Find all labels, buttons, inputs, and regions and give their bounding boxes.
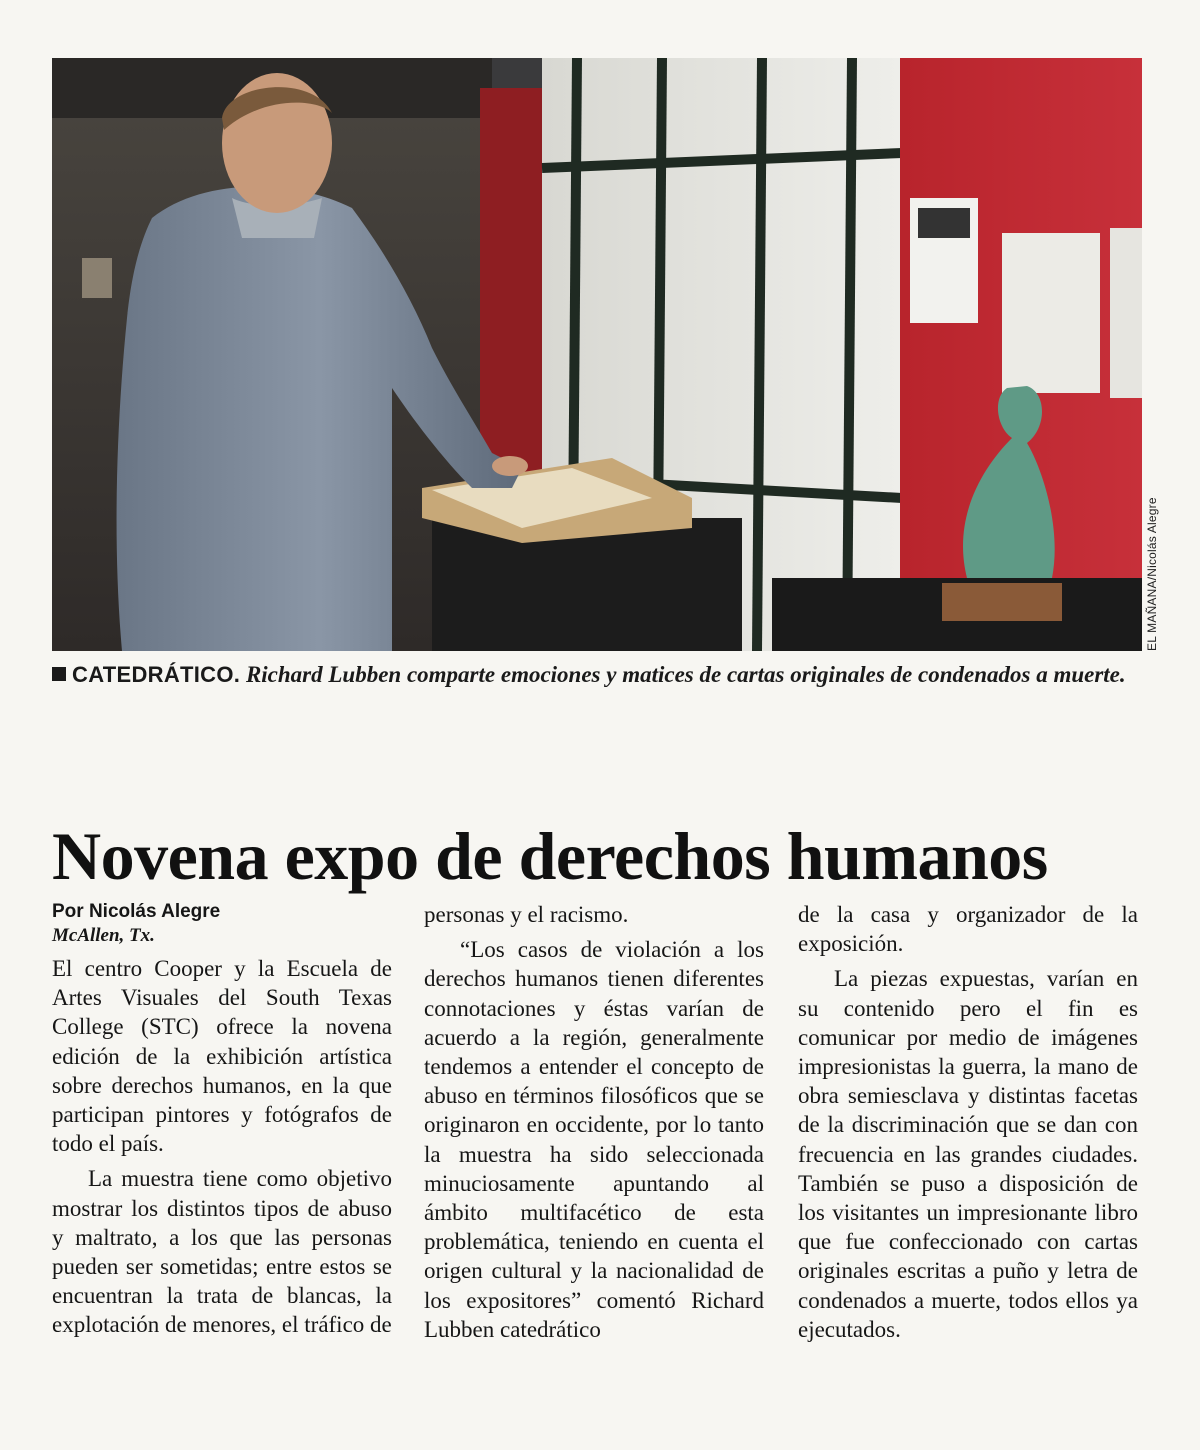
- caption-bullet-icon: [52, 667, 66, 681]
- caption-text: Richard Lubben comparte emociones y matices de cartas originales de condenados a muerte.: [240, 662, 1126, 687]
- article-byline: Por Nicolás Alegre: [52, 901, 221, 922]
- article-dateline: McAllen, Tx.: [52, 925, 155, 946]
- caption-lead: CATEDRÁTICO.: [72, 662, 241, 687]
- photo-illustration: [52, 58, 1142, 651]
- paragraph: La piezas expuestas, varían en su contenido pero el fin es comunicar por medio de imágenes impresionistas la guerra, la mano de obra semiesclava y distintas facetas de la discriminación que se dan con frecuencia en las grandes ciudades. También se puso a disposición de los visitantes un impresionante libro que fue confeccionado con cartas originales escritas a puño y letra de condenados a muerte, todos ellos ya ejecutados.: [798, 966, 1138, 1342]
- article-column-3: [798, 900, 1138, 1344]
- paragraph: personas y el racismo.: [424, 902, 629, 927]
- paragraph: El centro Cooper y la Escuela de Artes Visuales del South Texas College (STC) ofrece la novena edición de la exhibición artística sobre derechos humanos, en la que participan pintores y fotógrafos de todo el país.: [52, 956, 392, 1157]
- article-column-2: [424, 900, 764, 1344]
- photo-caption: [52, 660, 1142, 689]
- photo-credit: EL MAÑANA/Nicolás Alegre: [1145, 497, 1159, 651]
- paragraph: La muestra tiene como objetivo mostrar los distintos tipos de abuso y maltrato, a los que las personas pueden ser sometidas; entre estos se encuentran la trata de blancas, la explotación de menores, el tráfico de: [52, 1166, 392, 1338]
- article-column-1: [52, 900, 392, 1340]
- paragraph: “Los casos de violación a los derechos humanos tienen diferentes connotaciones y éstas varían de acuerdo a la región, generalmente tendemos a entender el concepto de abuso en términos filosóficos que se originaron en occidente, por lo tanto la muestra ha sido seleccionada minuciosamente apuntando al ámbito multifacético de esta problemática, teniendo en cuenta el origen cultural y la nacionalidad de los expositores” comentó Richard Lubben catedrático: [424, 937, 764, 1342]
- paragraph: de la casa y organizador de la exposición.: [798, 902, 1138, 957]
- article-photo: [52, 58, 1142, 651]
- article-headline: Novena expo de derechos humanos: [52, 817, 1048, 894]
